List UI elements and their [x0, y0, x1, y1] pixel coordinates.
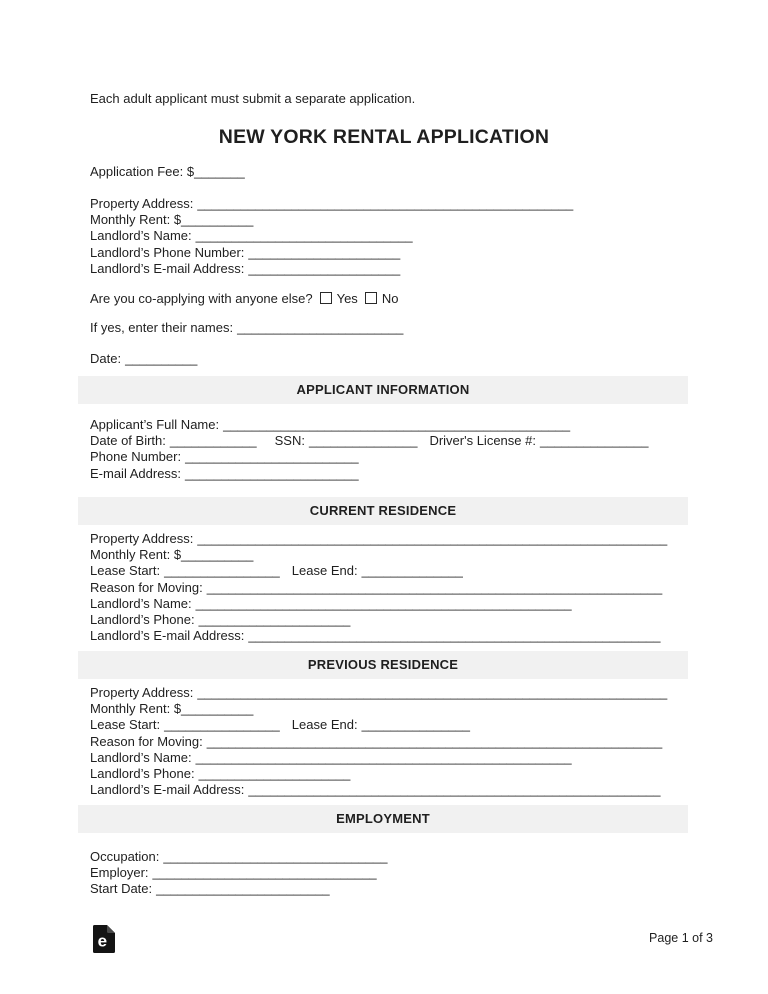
field-landlord-email: [90, 782, 667, 798]
field-label: Lease End:: [291, 717, 358, 733]
dob-blank[interactable]: ____________: [169, 433, 257, 449]
field-landlord-phone: [90, 766, 667, 782]
previous-lease-end-blank[interactable]: _______________: [361, 717, 471, 733]
page-title: NEW YORK RENTAL APPLICATION: [218, 126, 550, 148]
document-page-icon: [93, 925, 115, 953]
no-checkbox[interactable]: [365, 292, 377, 304]
phone-blank[interactable]: ________________________: [185, 449, 359, 465]
field-label: Application Fee: $: [90, 164, 195, 179]
license-blank[interactable]: _______________: [539, 433, 649, 449]
field-full-name: [90, 417, 648, 433]
email-blank[interactable]: ________________________: [185, 465, 359, 481]
current-residence-block: [90, 531, 667, 644]
current-landlord-email-blank[interactable]: _________________________________________________________: [248, 628, 661, 644]
coapplying-question-row: [90, 291, 398, 306]
field-label: Reason for Moving:: [90, 579, 203, 595]
field-dob-ssn-license: [90, 433, 648, 449]
section-header-current-residence: CURRENT RESIDENCE: [78, 497, 688, 525]
coapplicant-names-blank[interactable]: _______________________: [237, 320, 404, 335]
field-label: Phone Number:: [90, 449, 182, 465]
previous-reason-blank[interactable]: _______________________________________________________________: [206, 733, 663, 749]
field-label: Date of Birth:: [90, 433, 166, 449]
yes-checkbox[interactable]: [320, 292, 332, 304]
current-lease-start-blank[interactable]: ________________: [164, 563, 280, 579]
previous-address-blank[interactable]: _________________________________________________________________: [197, 685, 668, 700]
current-lease-end-blank[interactable]: ______________: [361, 563, 463, 579]
section-header-previous-residence: PREVIOUS RESIDENCE: [78, 651, 688, 679]
field-property-address: [90, 531, 667, 547]
field-label: Property Address:: [90, 531, 194, 546]
field-phone-number: [90, 449, 648, 465]
section-header-employment: EMPLOYMENT: [78, 805, 688, 833]
previous-lease-start-blank[interactable]: ________________: [164, 717, 280, 733]
field-property-address: [90, 685, 667, 701]
field-label: Property Address:: [90, 196, 194, 211]
field-label: Landlord’s Phone:: [90, 766, 195, 782]
monthly-rent-blank[interactable]: __________: [181, 212, 254, 228]
field-label: Property Address:: [90, 685, 194, 700]
field-start-date: [90, 881, 388, 897]
field-landlord-email: [90, 628, 667, 644]
field-employer: [90, 865, 388, 881]
ssn-blank[interactable]: _______________: [308, 433, 418, 449]
field-label: SSN:: [274, 433, 305, 449]
field-label: Monthly Rent: $: [90, 701, 182, 717]
previous-landlord-phone-blank[interactable]: _____________________: [198, 766, 351, 782]
field-label: If yes, enter their names:: [90, 320, 234, 335]
field-label: Landlord’s E-mail Address:: [90, 260, 245, 276]
field-application-fee: [90, 164, 245, 179]
occupation-blank[interactable]: _______________________________: [163, 849, 388, 864]
field-landlord-name: [90, 750, 667, 766]
date-blank[interactable]: __________: [125, 351, 198, 366]
current-landlord-phone-blank[interactable]: _____________________: [198, 612, 351, 628]
field-label: Date:: [90, 351, 122, 366]
property-address-blank[interactable]: ____________________________________________________: [197, 196, 574, 211]
previous-residence-block: [90, 685, 667, 798]
field-coapplicant-names: [90, 320, 403, 335]
field-landlord-phone: [90, 612, 667, 628]
field-lease-dates: [90, 563, 667, 579]
field-property-address: [90, 196, 573, 212]
field-monthly-rent: [90, 701, 667, 717]
field-label: Applicant’s Full Name:: [90, 417, 220, 432]
current-address-blank[interactable]: _________________________________________________________________: [197, 531, 668, 546]
property-info-block: [90, 196, 573, 277]
field-label: Occupation:: [90, 849, 160, 864]
field-label: Landlord’s Phone Number:: [90, 244, 245, 260]
field-label: Lease End:: [291, 563, 358, 579]
field-label: Landlord’s Phone:: [90, 612, 195, 628]
field-landlord-name: [90, 596, 667, 612]
field-landlord-phone-number: [90, 245, 573, 261]
logo-letter: e: [97, 931, 108, 951]
previous-landlord-name-blank[interactable]: ____________________________________________________: [195, 749, 572, 765]
field-label: Landlord’s Name:: [90, 749, 192, 765]
page-indicator: Page 1 of 3: [649, 931, 713, 945]
field-label: Reason for Moving:: [90, 733, 203, 749]
field-label: Landlord’s E-mail Address:: [90, 782, 245, 798]
field-landlord-name: [90, 228, 573, 244]
employer-blank[interactable]: _______________________________: [152, 865, 377, 881]
current-landlord-name-blank[interactable]: ____________________________________________________: [195, 595, 572, 611]
no-label: No: [381, 291, 399, 306]
full-name-blank[interactable]: ________________________________________________: [223, 417, 571, 432]
current-rent-blank[interactable]: __________: [181, 547, 254, 563]
current-reason-blank[interactable]: _______________________________________________________________: [206, 579, 663, 595]
field-label: Lease Start:: [90, 717, 161, 733]
field-monthly-rent: [90, 212, 573, 228]
field-reason-for-moving: [90, 734, 667, 750]
application-fee-blank[interactable]: _______: [194, 164, 245, 179]
start-date-blank[interactable]: ________________________: [156, 881, 330, 897]
field-lease-dates: [90, 717, 667, 733]
employment-block: [90, 849, 388, 898]
previous-rent-blank[interactable]: __________: [181, 701, 254, 717]
field-label: Start Date:: [90, 881, 153, 897]
field-label: E-mail Address:: [90, 465, 182, 481]
landlord-phone-blank[interactable]: _____________________: [248, 244, 401, 260]
field-landlord-email: [90, 261, 573, 277]
field-occupation: [90, 849, 388, 865]
field-label: Monthly Rent: $: [90, 547, 182, 563]
yes-label: Yes: [336, 291, 358, 306]
field-label: Employer:: [90, 865, 149, 881]
field-label: Landlord’s Name:: [90, 595, 192, 611]
intro-note: Each adult applicant must submit a separate application.: [90, 91, 416, 106]
field-monthly-rent: [90, 547, 667, 563]
landlord-email-blank[interactable]: _____________________: [248, 260, 401, 276]
field-date: [90, 351, 197, 366]
field-label: Monthly Rent: $: [90, 212, 182, 228]
field-label: Landlord’s Name:: [90, 228, 192, 244]
field-label: Driver's License #:: [429, 433, 536, 449]
section-header-applicant-information: APPLICANT INFORMATION: [78, 376, 688, 404]
field-email-address: [90, 466, 648, 482]
applicant-information-block: [90, 417, 648, 482]
landlord-name-blank[interactable]: ______________________________: [195, 228, 413, 244]
previous-landlord-email-blank[interactable]: _________________________________________________________: [248, 782, 661, 798]
coapplying-question: Are you co-applying with anyone else?: [90, 291, 313, 306]
field-label: Lease Start:: [90, 563, 161, 579]
eforms-logo: [93, 925, 115, 956]
field-label: Landlord’s E-mail Address:: [90, 628, 245, 644]
field-reason-for-moving: [90, 580, 667, 596]
